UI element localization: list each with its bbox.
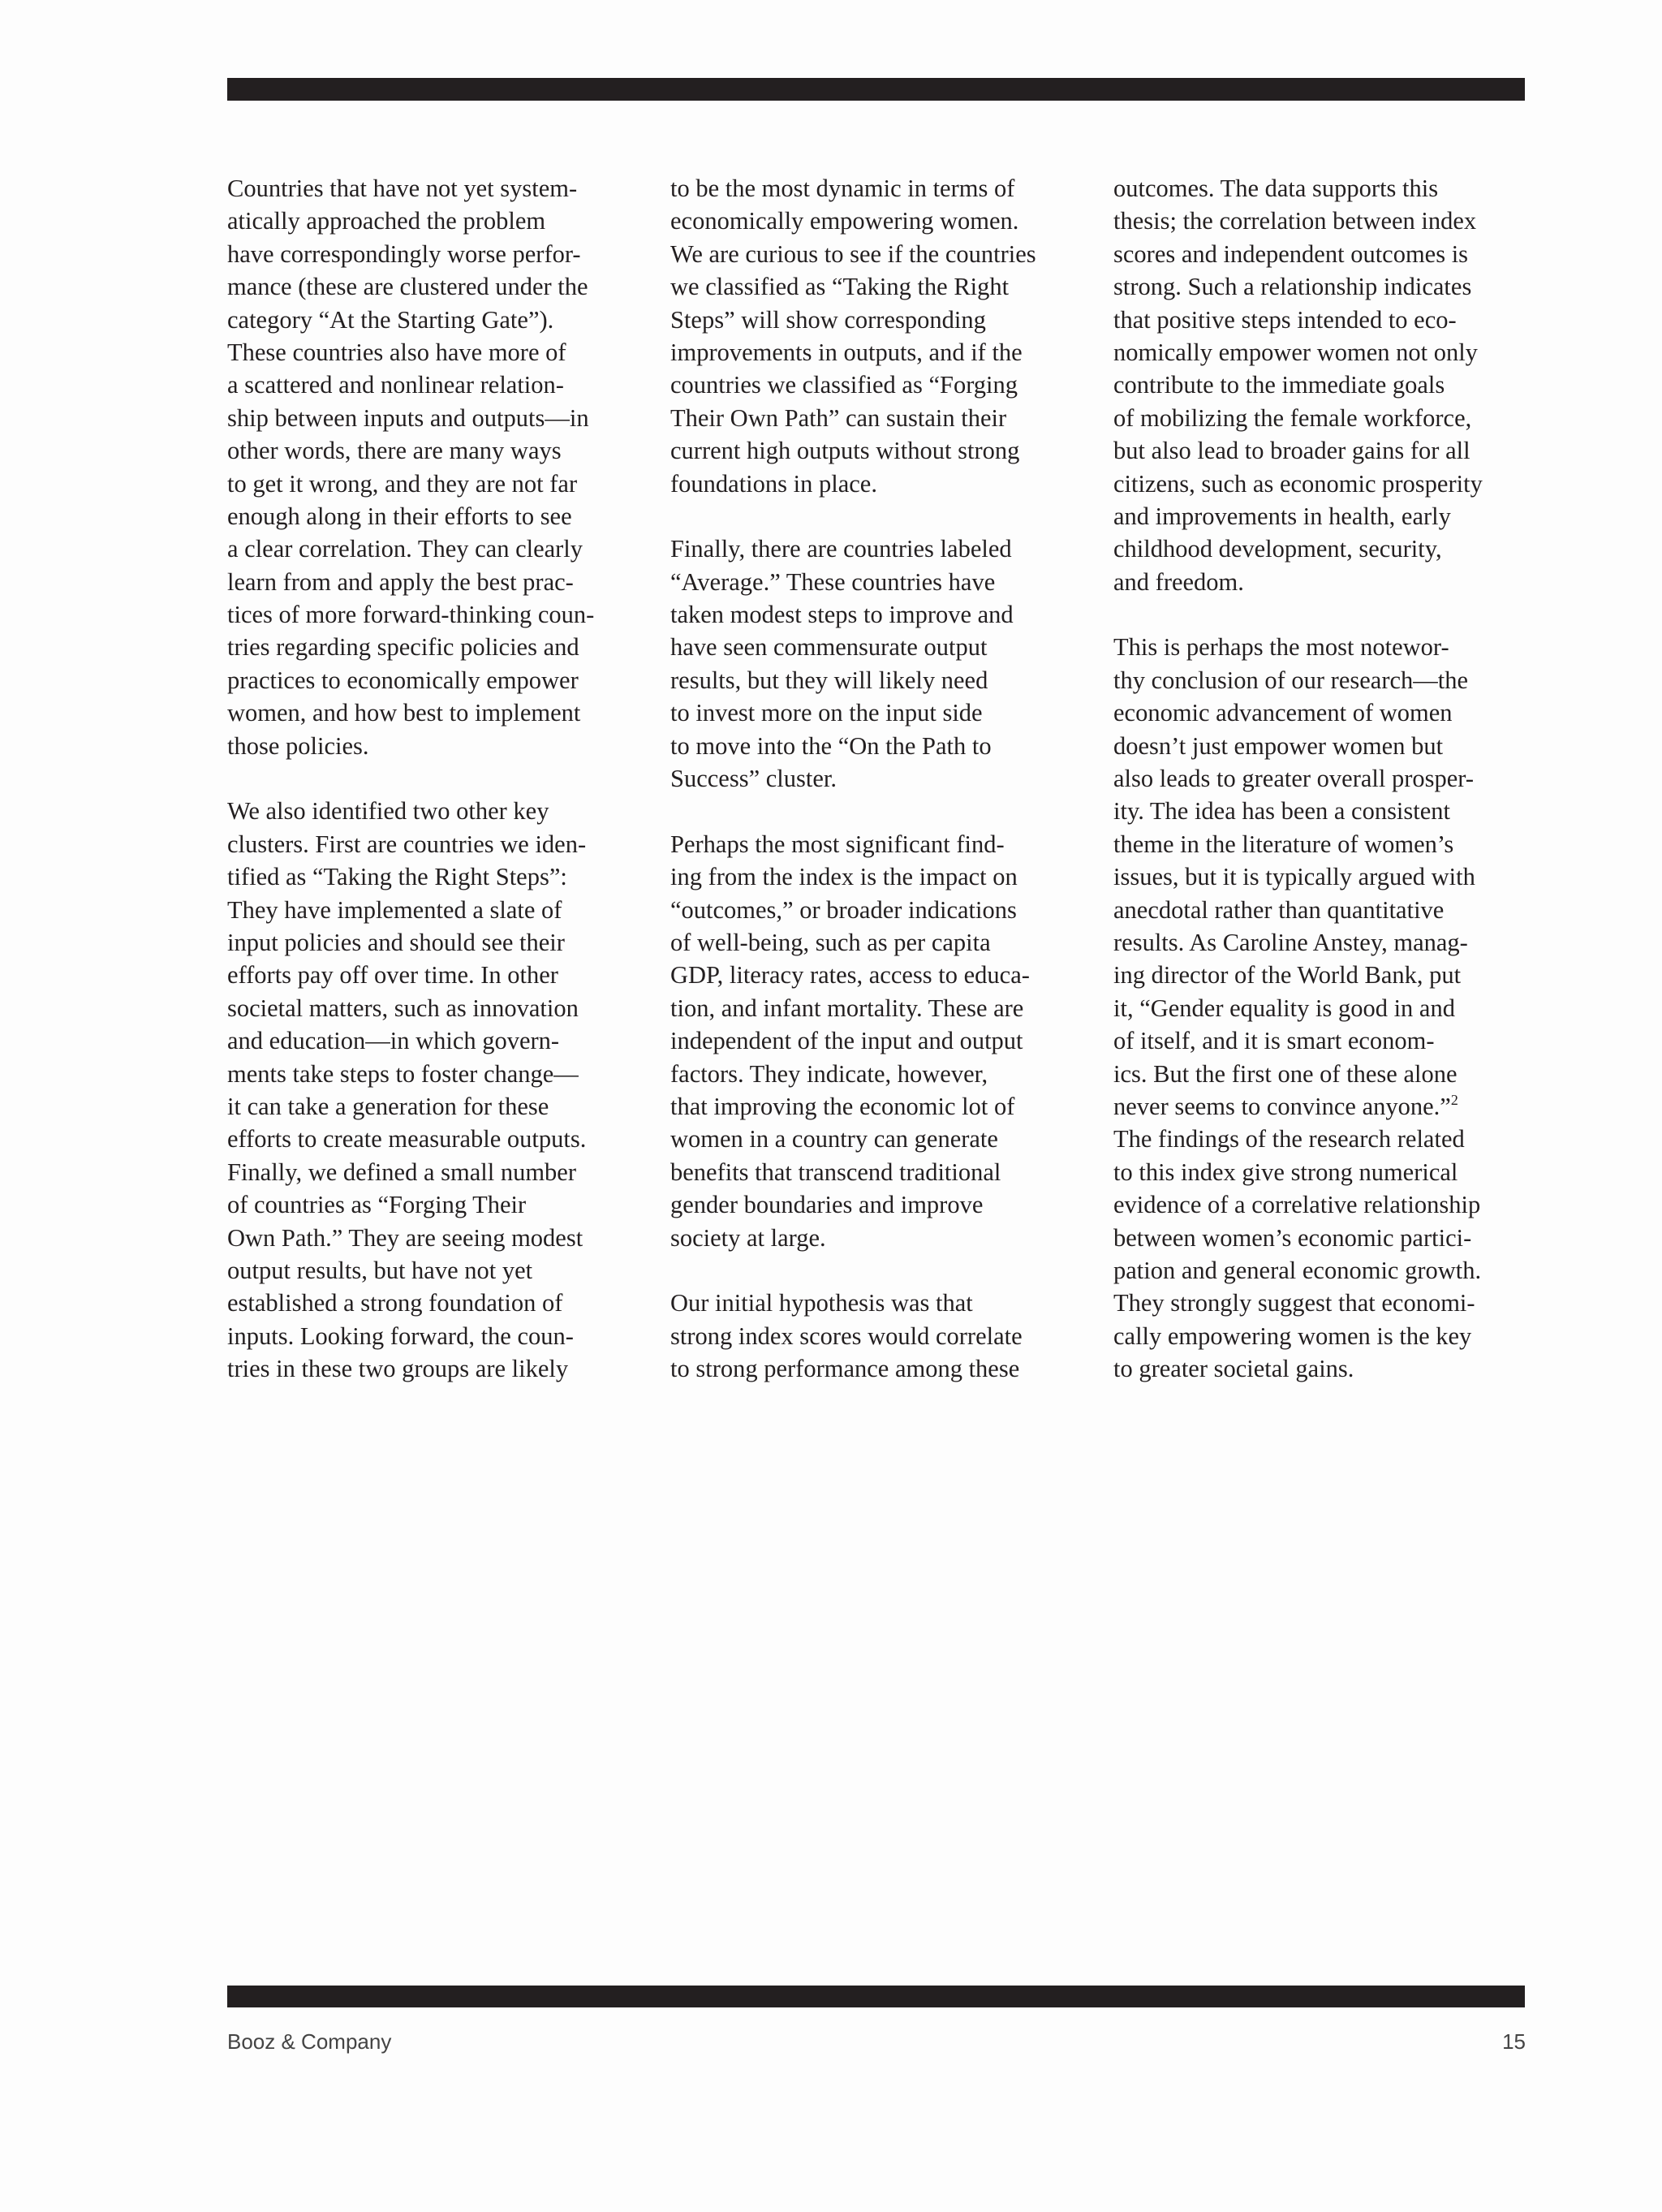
line-text: benefits that transcend traditional — [670, 1158, 1001, 1186]
text-line — [670, 402, 1092, 434]
text-line — [227, 860, 649, 893]
text-line — [227, 1090, 649, 1123]
text-line — [1113, 1090, 1544, 1123]
text-line — [227, 598, 649, 631]
line-text: atically approached the problem — [227, 207, 546, 235]
line-text: of well-being, such as per capita — [670, 928, 991, 956]
text-line — [1113, 992, 1544, 1024]
top-rule — [227, 78, 1525, 101]
line-text: Finally, we defined a small number — [227, 1158, 576, 1186]
text-line — [1113, 304, 1544, 336]
text-line — [227, 1287, 649, 1319]
line-text: Finally, there are countries labeled — [670, 535, 1012, 563]
text-line — [227, 1222, 649, 1254]
line-text: between women’s economic partici- — [1113, 1223, 1472, 1252]
text-line — [670, 730, 1092, 762]
text-line — [227, 894, 649, 926]
line-text: tion, and infant mortality. These are — [670, 994, 1024, 1022]
text-line — [670, 566, 1092, 598]
line-text: “Average.” These countries have — [670, 567, 996, 596]
line-text: and improvements in health, early — [1113, 502, 1451, 530]
line-text: it, “Gender equality is good in and — [1113, 994, 1455, 1022]
text-line — [1113, 172, 1544, 205]
line-text: tices of more forward-thinking coun- — [227, 601, 595, 629]
line-text: countries we classified as “Forging — [670, 371, 1018, 399]
line-text: learn from and apply the best prac- — [227, 567, 574, 596]
page-number: 15 — [1502, 2029, 1526, 2054]
line-text: clusters. First are countries we iden- — [227, 830, 587, 858]
text-line — [1113, 533, 1544, 565]
text-line — [227, 926, 649, 959]
text-line — [227, 631, 649, 663]
text-line — [670, 1058, 1092, 1090]
line-text: GDP, literacy rates, access to educa- — [670, 961, 1030, 990]
line-text: and education—in which govern- — [227, 1027, 560, 1055]
text-line — [670, 1287, 1092, 1319]
line-text: to move into the “On the Path to — [670, 731, 992, 760]
text-line — [227, 1058, 649, 1090]
text-line — [227, 336, 649, 369]
line-text: to invest more on the input side — [670, 699, 983, 727]
line-text: They have implemented a slate of — [227, 895, 562, 924]
line-text: current high outputs without strong — [670, 437, 1020, 465]
line-text: doesn’t just empower women but — [1113, 731, 1444, 760]
line-text: ments take steps to foster change— — [227, 1059, 579, 1088]
line-text: cally empowering women is the key — [1113, 1322, 1472, 1350]
text-line — [670, 959, 1092, 991]
text-line — [1113, 566, 1544, 598]
text-line — [227, 1024, 649, 1057]
bottom-rule — [227, 1986, 1525, 2007]
line-text: citizens, such as economic prosperity — [1113, 469, 1483, 498]
line-text: we classified as “Taking the Right — [670, 273, 1010, 301]
text-line — [670, 468, 1092, 500]
text-line — [227, 828, 649, 860]
text-line — [670, 336, 1092, 369]
line-text: other words, there are many ways — [227, 437, 562, 465]
text-line — [670, 205, 1092, 237]
line-text: tries in these two groups are likely — [227, 1355, 569, 1383]
text-line — [1113, 468, 1544, 500]
line-text: that positive steps intended to eco- — [1113, 305, 1457, 334]
text-line — [670, 1024, 1092, 1057]
paragraph — [227, 172, 649, 762]
line-text: tified as “Taking the Right Steps”: — [227, 863, 567, 891]
line-text: ics. But the first one of these alone — [1113, 1059, 1457, 1088]
line-text: tries regarding specific policies and — [227, 633, 579, 662]
text-line — [227, 238, 649, 270]
text-line — [670, 270, 1092, 303]
text-line — [227, 270, 649, 303]
line-text: Own Path.” They are seeing modest — [227, 1223, 583, 1252]
text-line — [670, 1090, 1092, 1123]
paragraph — [670, 533, 1092, 795]
text-line — [670, 631, 1092, 663]
text-line — [1113, 1123, 1544, 1155]
line-text: women, and how best to implement — [227, 699, 581, 727]
text-line — [1113, 270, 1544, 303]
text-line — [1113, 1058, 1544, 1090]
text-line — [1113, 696, 1544, 729]
text-line — [670, 434, 1092, 467]
line-text: scores and independent outcomes is — [1113, 239, 1469, 268]
paragraph-gap — [670, 795, 1092, 827]
line-text: ing director of the World Bank, put — [1113, 961, 1462, 990]
line-text: a scattered and nonlinear relation- — [227, 371, 564, 399]
line-text: those policies. — [227, 731, 369, 760]
line-text: theme in the literature of women’s — [1113, 830, 1454, 858]
text-line — [1113, 1156, 1544, 1188]
text-line — [1113, 1352, 1544, 1385]
text-line — [670, 1352, 1092, 1385]
line-text: Countries that have not yet system- — [227, 175, 578, 202]
line-text: never seems to convince anyone.” — [1113, 1092, 1451, 1120]
paragraph — [670, 828, 1092, 1254]
line-text: practices to economically empower — [227, 666, 579, 694]
line-text: have seen commensurate output — [670, 633, 988, 662]
text-line — [1113, 959, 1544, 991]
text-line — [670, 894, 1092, 926]
line-text: Success” cluster. — [670, 765, 837, 793]
body-text — [227, 172, 1526, 1438]
paragraph-gap — [1113, 598, 1544, 631]
text-line — [227, 566, 649, 598]
text-line — [227, 1320, 649, 1352]
text-line — [670, 598, 1092, 631]
line-text: independent of the input and output — [670, 1027, 1023, 1055]
line-text: a clear correlation. They can clearly — [227, 535, 583, 563]
text-line — [1113, 828, 1544, 860]
line-text: to be the most dynamic in terms of — [670, 175, 1015, 202]
text-line — [1113, 730, 1544, 762]
text-line — [1113, 1024, 1544, 1057]
paragraph-gap — [670, 500, 1092, 533]
paragraph — [670, 1287, 1092, 1385]
text-line — [670, 860, 1092, 893]
text-line — [670, 762, 1092, 795]
line-text: but also lead to broader gains for all — [1113, 437, 1470, 465]
text-line — [227, 533, 649, 565]
text-line — [227, 1188, 649, 1221]
line-text: thesis; the correlation between index — [1113, 207, 1477, 235]
line-text: outcomes. The data supports this — [1113, 175, 1439, 202]
text-line — [1113, 336, 1544, 369]
line-text: results. As Caroline Anstey, manag- — [1113, 928, 1468, 956]
text-line — [670, 1222, 1092, 1254]
line-text: it can take a generation for these — [227, 1092, 549, 1120]
line-text: factors. They indicate, however, — [670, 1059, 988, 1088]
line-text: to this index give strong numerical — [1113, 1158, 1458, 1186]
text-column-2 — [670, 172, 1092, 1385]
line-text: These countries also have more of — [227, 338, 566, 366]
text-line — [227, 1352, 649, 1385]
line-text: output results, but have not yet — [227, 1256, 533, 1284]
text-line — [1113, 205, 1544, 237]
line-text: foundations in place. — [670, 469, 877, 498]
text-line — [670, 664, 1092, 696]
line-text: efforts to create measurable outputs. — [227, 1125, 587, 1153]
text-line — [227, 1254, 649, 1287]
text-line — [670, 992, 1092, 1024]
line-text: ity. The idea has been a consistent — [1113, 797, 1451, 826]
line-text: and freedom. — [1113, 567, 1244, 596]
text-line — [1113, 238, 1544, 270]
text-line — [227, 1156, 649, 1188]
text-line — [1113, 926, 1544, 959]
line-text: also leads to greater overall prosper- — [1113, 765, 1474, 793]
line-text: pation and general economic growth. — [1113, 1256, 1482, 1284]
paragraph — [227, 795, 649, 1385]
text-column-1 — [227, 172, 649, 1385]
text-line — [1113, 894, 1544, 926]
text-line — [227, 172, 649, 205]
line-text: contribute to the immediate goals — [1113, 371, 1445, 399]
line-text: We also identified two other key — [227, 797, 549, 826]
text-line — [670, 533, 1092, 565]
line-text: to get it wrong, and they are not far — [227, 469, 578, 498]
footer-publisher: Booz & Company — [227, 2029, 392, 2054]
text-line — [670, 1188, 1092, 1221]
line-text: Our initial hypothesis was that — [670, 1289, 973, 1317]
line-text: issues, but it is typically argued with — [1113, 863, 1475, 891]
line-text: evidence of a correlative relationship — [1113, 1191, 1481, 1219]
text-line — [1113, 500, 1544, 533]
line-text: This is perhaps the most notewor- — [1113, 633, 1449, 662]
text-line — [670, 238, 1092, 270]
line-text: Steps” will show corresponding — [670, 305, 986, 334]
text-line — [1113, 860, 1544, 893]
text-line — [670, 1156, 1092, 1188]
line-text: ship between inputs and outputs—in — [227, 403, 589, 432]
line-text: strong. Such a relationship indicates — [1113, 273, 1472, 301]
line-text: efforts pay off over time. In other — [227, 961, 558, 990]
text-line — [1113, 1320, 1544, 1352]
text-line — [1113, 1222, 1544, 1254]
text-line — [1113, 1188, 1544, 1221]
line-text: nomically empower women not only — [1113, 338, 1478, 366]
line-text: have correspondingly worse perfor- — [227, 239, 581, 268]
paragraph — [1113, 631, 1544, 1385]
line-text: women in a country can generate — [670, 1125, 998, 1153]
line-text: society at large. — [670, 1223, 826, 1252]
line-text: anecdotal rather than quantitative — [1113, 895, 1445, 924]
text-line — [227, 434, 649, 467]
text-line — [1113, 795, 1544, 827]
paragraph-gap — [670, 1254, 1092, 1287]
text-line — [1113, 369, 1544, 401]
line-text: We are curious to see if the countries — [670, 239, 1036, 268]
line-text: that improving the economic lot of — [670, 1092, 1015, 1120]
line-text: results, but they will likely need — [670, 666, 988, 694]
paragraph-gap — [227, 762, 649, 795]
line-text: improvements in outputs, and if the — [670, 338, 1023, 366]
line-text: thy conclusion of our research—the — [1113, 666, 1469, 694]
line-text: “outcomes,” or broader indications — [670, 895, 1017, 924]
text-line — [670, 828, 1092, 860]
text-line — [227, 205, 649, 237]
line-text: taken modest steps to improve and — [670, 601, 1014, 629]
text-line — [227, 992, 649, 1024]
line-text: category “At the Starting Gate”). — [227, 305, 554, 334]
text-line — [227, 304, 649, 336]
text-line — [1113, 402, 1544, 434]
line-text: strong index scores would correlate — [670, 1322, 1023, 1350]
text-line — [1113, 1287, 1544, 1319]
line-text: Perhaps the most significant find- — [670, 830, 1005, 858]
paragraph — [1113, 172, 1544, 598]
text-line — [670, 696, 1092, 729]
line-text: inputs. Looking forward, the coun- — [227, 1322, 574, 1350]
text-line — [227, 959, 649, 991]
text-line — [227, 402, 649, 434]
text-line — [670, 926, 1092, 959]
line-text: ing from the index is the impact on — [670, 863, 1018, 891]
text-line — [1113, 434, 1544, 467]
text-line — [670, 369, 1092, 401]
line-text: The findings of the research related — [1113, 1125, 1465, 1153]
line-text: childhood development, security, — [1113, 535, 1442, 563]
paragraph — [670, 172, 1092, 500]
line-text: enough along in their efforts to see — [227, 502, 572, 530]
text-column-3 — [1113, 172, 1544, 1385]
text-line — [227, 1123, 649, 1155]
text-line — [1113, 762, 1544, 795]
line-text: input policies and should see their — [227, 928, 565, 956]
line-text: economic advancement of women — [1113, 699, 1453, 727]
text-line — [670, 1320, 1092, 1352]
line-text: gender boundaries and improve — [670, 1191, 984, 1219]
line-text: societal matters, such as innovation — [227, 994, 579, 1022]
text-line — [227, 664, 649, 696]
text-line — [670, 1123, 1092, 1155]
text-line — [1113, 1254, 1544, 1287]
line-text: of itself, and it is smart econom- — [1113, 1027, 1435, 1055]
footnote-reference: 2 — [1450, 1091, 1458, 1108]
text-line — [227, 795, 649, 827]
line-text: established a strong foundation of — [227, 1289, 563, 1317]
line-text: economically empowering women. — [670, 207, 1019, 235]
text-line — [227, 696, 649, 729]
text-line — [1113, 631, 1544, 663]
text-line — [670, 172, 1092, 205]
text-line — [670, 304, 1092, 336]
line-text: of countries as “Forging Their — [227, 1191, 527, 1219]
text-line — [227, 730, 649, 762]
line-text: to strong performance among these — [670, 1355, 1020, 1383]
text-line — [227, 468, 649, 500]
text-line — [1113, 664, 1544, 696]
text-line — [227, 500, 649, 533]
line-text: They strongly suggest that economi- — [1113, 1289, 1475, 1317]
line-text: of mobilizing the female workforce, — [1113, 403, 1472, 432]
line-text: to greater societal gains. — [1113, 1355, 1354, 1383]
text-line — [227, 369, 649, 401]
line-text: Their Own Path” can sustain their — [670, 403, 1007, 432]
line-text: mance (these are clustered under the — [227, 273, 588, 301]
